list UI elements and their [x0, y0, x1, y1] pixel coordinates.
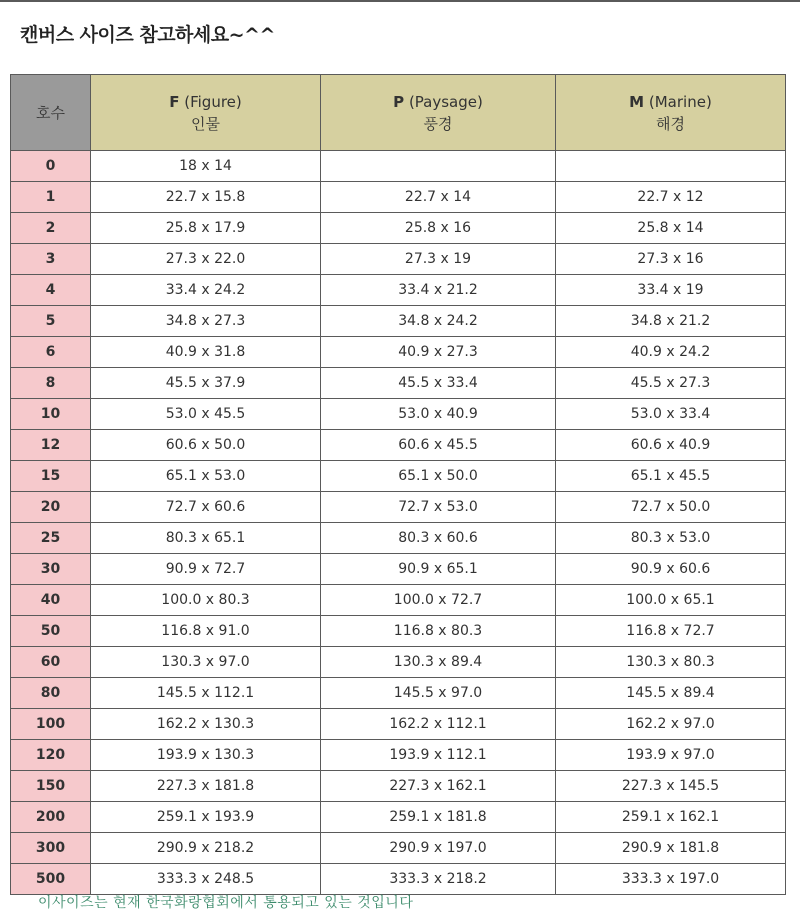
size-number-cell: 15 — [11, 461, 91, 492]
table-row — [11, 399, 786, 430]
paysage-size-cell: 259.1 x 181.8 — [321, 802, 556, 833]
figure-size-cell: 145.5 x 112.1 — [91, 678, 321, 709]
figure-size-cell: 34.8 x 27.3 — [91, 306, 321, 337]
figure-size-cell: 40.9 x 31.8 — [91, 337, 321, 368]
paysage-size-cell: 162.2 x 112.1 — [321, 709, 556, 740]
header-number-label: 호수 — [36, 103, 65, 122]
marine-size-cell: 162.2 x 97.0 — [556, 709, 786, 740]
table-body — [11, 151, 786, 895]
header-paysage-korean: 풍경 — [423, 114, 453, 133]
paysage-size-cell: 72.7 x 53.0 — [321, 492, 556, 523]
size-number-cell: 100 — [11, 709, 91, 740]
table-row — [11, 244, 786, 275]
paysage-size-cell: 333.3 x 218.2 — [321, 864, 556, 895]
figure-size-cell: 130.3 x 97.0 — [91, 647, 321, 678]
size-number-cell: 12 — [11, 430, 91, 461]
table-row — [11, 461, 786, 492]
header-paysage-name: (Paysage) — [408, 92, 483, 111]
header-figure-name: (Figure) — [184, 92, 242, 111]
size-number-cell: 120 — [11, 740, 91, 771]
table-row — [11, 275, 786, 306]
table-row — [11, 740, 786, 771]
table-row — [11, 213, 786, 244]
marine-size-cell: 193.9 x 97.0 — [556, 740, 786, 771]
table-row — [11, 182, 786, 213]
paysage-size-cell: 34.8 x 24.2 — [321, 306, 556, 337]
table-row — [11, 306, 786, 337]
table-row — [11, 802, 786, 833]
table-row — [11, 151, 786, 182]
table-row — [11, 492, 786, 523]
marine-size-cell: 130.3 x 80.3 — [556, 647, 786, 678]
marine-size-cell: 53.0 x 33.4 — [556, 399, 786, 430]
size-number-cell: 60 — [11, 647, 91, 678]
size-number-cell: 500 — [11, 864, 91, 895]
marine-size-cell: 259.1 x 162.1 — [556, 802, 786, 833]
marine-size-cell — [556, 151, 786, 182]
marine-size-cell: 65.1 x 45.5 — [556, 461, 786, 492]
figure-size-cell: 193.9 x 130.3 — [91, 740, 321, 771]
size-number-cell: 6 — [11, 337, 91, 368]
paysage-size-cell: 60.6 x 45.5 — [321, 430, 556, 461]
paysage-size-cell: 33.4 x 21.2 — [321, 275, 556, 306]
figure-size-cell: 18 x 14 — [91, 151, 321, 182]
paysage-size-cell: 227.3 x 162.1 — [321, 771, 556, 802]
header-marine-name: (Marine) — [648, 92, 712, 111]
table-row — [11, 678, 786, 709]
figure-size-cell: 25.8 x 17.9 — [91, 213, 321, 244]
marine-size-cell: 90.9 x 60.6 — [556, 554, 786, 585]
paysage-size-cell: 22.7 x 14 — [321, 182, 556, 213]
top-divider — [0, 0, 800, 2]
size-number-cell: 1 — [11, 182, 91, 213]
paysage-size-cell: 100.0 x 72.7 — [321, 585, 556, 616]
paysage-size-cell: 116.8 x 80.3 — [321, 616, 556, 647]
marine-size-cell: 34.8 x 21.2 — [556, 306, 786, 337]
footnote: 이사이즈는 현재 한국화랑협회에서 통용되고 있는 것입니다 — [38, 895, 414, 911]
page-title: 캔버스 사이즈 참고하세요~^^ — [20, 24, 275, 46]
size-number-cell: 40 — [11, 585, 91, 616]
marine-size-cell: 100.0 x 65.1 — [556, 585, 786, 616]
figure-size-cell: 90.9 x 72.7 — [91, 554, 321, 585]
figure-size-cell: 72.7 x 60.6 — [91, 492, 321, 523]
table-row — [11, 554, 786, 585]
marine-size-cell: 33.4 x 19 — [556, 275, 786, 306]
header-figure-letter: F — [169, 92, 180, 111]
size-number-cell: 10 — [11, 399, 91, 430]
marine-size-cell: 80.3 x 53.0 — [556, 523, 786, 554]
size-number-cell: 30 — [11, 554, 91, 585]
marine-size-cell: 40.9 x 24.2 — [556, 337, 786, 368]
paysage-size-cell: 40.9 x 27.3 — [321, 337, 556, 368]
table-row — [11, 368, 786, 399]
marine-size-cell: 60.6 x 40.9 — [556, 430, 786, 461]
table-row — [11, 709, 786, 740]
figure-size-cell: 45.5 x 37.9 — [91, 368, 321, 399]
header-paysage-letter: P — [393, 92, 405, 111]
figure-size-cell: 333.3 x 248.5 — [91, 864, 321, 895]
marine-size-cell: 116.8 x 72.7 — [556, 616, 786, 647]
paysage-size-cell: 90.9 x 65.1 — [321, 554, 556, 585]
paysage-size-cell: 53.0 x 40.9 — [321, 399, 556, 430]
paysage-size-cell: 25.8 x 16 — [321, 213, 556, 244]
paysage-size-cell: 193.9 x 112.1 — [321, 740, 556, 771]
paysage-size-cell: 27.3 x 19 — [321, 244, 556, 275]
figure-size-cell: 53.0 x 45.5 — [91, 399, 321, 430]
size-number-cell: 0 — [11, 151, 91, 182]
size-number-cell: 8 — [11, 368, 91, 399]
figure-size-cell: 259.1 x 193.9 — [91, 802, 321, 833]
marine-size-cell: 27.3 x 16 — [556, 244, 786, 275]
paysage-size-cell: 65.1 x 50.0 — [321, 461, 556, 492]
figure-size-cell: 65.1 x 53.0 — [91, 461, 321, 492]
header-figure — [91, 75, 321, 151]
figure-size-cell: 162.2 x 130.3 — [91, 709, 321, 740]
marine-size-cell: 333.3 x 197.0 — [556, 864, 786, 895]
size-number-cell: 2 — [11, 213, 91, 244]
size-number-cell: 300 — [11, 833, 91, 864]
marine-size-cell: 145.5 x 89.4 — [556, 678, 786, 709]
figure-size-cell: 80.3 x 65.1 — [91, 523, 321, 554]
header-marine — [556, 75, 786, 151]
size-number-cell: 4 — [11, 275, 91, 306]
table-row — [11, 430, 786, 461]
paysage-size-cell: 130.3 x 89.4 — [321, 647, 556, 678]
figure-size-cell: 27.3 x 22.0 — [91, 244, 321, 275]
size-number-cell: 20 — [11, 492, 91, 523]
table-row — [11, 585, 786, 616]
paysage-size-cell: 45.5 x 33.4 — [321, 368, 556, 399]
marine-size-cell: 25.8 x 14 — [556, 213, 786, 244]
paysage-size-cell: 80.3 x 60.6 — [321, 523, 556, 554]
figure-size-cell: 290.9 x 218.2 — [91, 833, 321, 864]
paysage-size-cell: 290.9 x 197.0 — [321, 833, 556, 864]
figure-size-cell: 227.3 x 181.8 — [91, 771, 321, 802]
table-row — [11, 616, 786, 647]
paysage-size-cell: 145.5 x 97.0 — [321, 678, 556, 709]
marine-size-cell: 290.9 x 181.8 — [556, 833, 786, 864]
size-number-cell: 5 — [11, 306, 91, 337]
size-number-cell: 150 — [11, 771, 91, 802]
figure-size-cell: 60.6 x 50.0 — [91, 430, 321, 461]
figure-size-cell: 116.8 x 91.0 — [91, 616, 321, 647]
figure-size-cell: 22.7 x 15.8 — [91, 182, 321, 213]
header-number — [11, 75, 91, 151]
marine-size-cell: 72.7 x 50.0 — [556, 492, 786, 523]
table-row — [11, 647, 786, 678]
table-row — [11, 771, 786, 802]
table-row — [11, 833, 786, 864]
figure-size-cell: 33.4 x 24.2 — [91, 275, 321, 306]
table-row — [11, 864, 786, 895]
marine-size-cell: 22.7 x 12 — [556, 182, 786, 213]
header-figure-korean: 인물 — [191, 114, 220, 133]
header-paysage — [321, 75, 556, 151]
size-number-cell: 200 — [11, 802, 91, 833]
table-row — [11, 523, 786, 554]
header-marine-korean: 해경 — [656, 114, 685, 133]
canvas-size-table — [10, 74, 786, 895]
table-row — [11, 337, 786, 368]
size-number-cell: 25 — [11, 523, 91, 554]
table-header-row — [11, 75, 786, 151]
marine-size-cell: 45.5 x 27.3 — [556, 368, 786, 399]
size-number-cell: 50 — [11, 616, 91, 647]
figure-size-cell: 100.0 x 80.3 — [91, 585, 321, 616]
paysage-size-cell — [321, 151, 556, 182]
marine-size-cell: 227.3 x 145.5 — [556, 771, 786, 802]
size-number-cell: 80 — [11, 678, 91, 709]
header-marine-letter: M — [629, 92, 645, 111]
size-number-cell: 3 — [11, 244, 91, 275]
